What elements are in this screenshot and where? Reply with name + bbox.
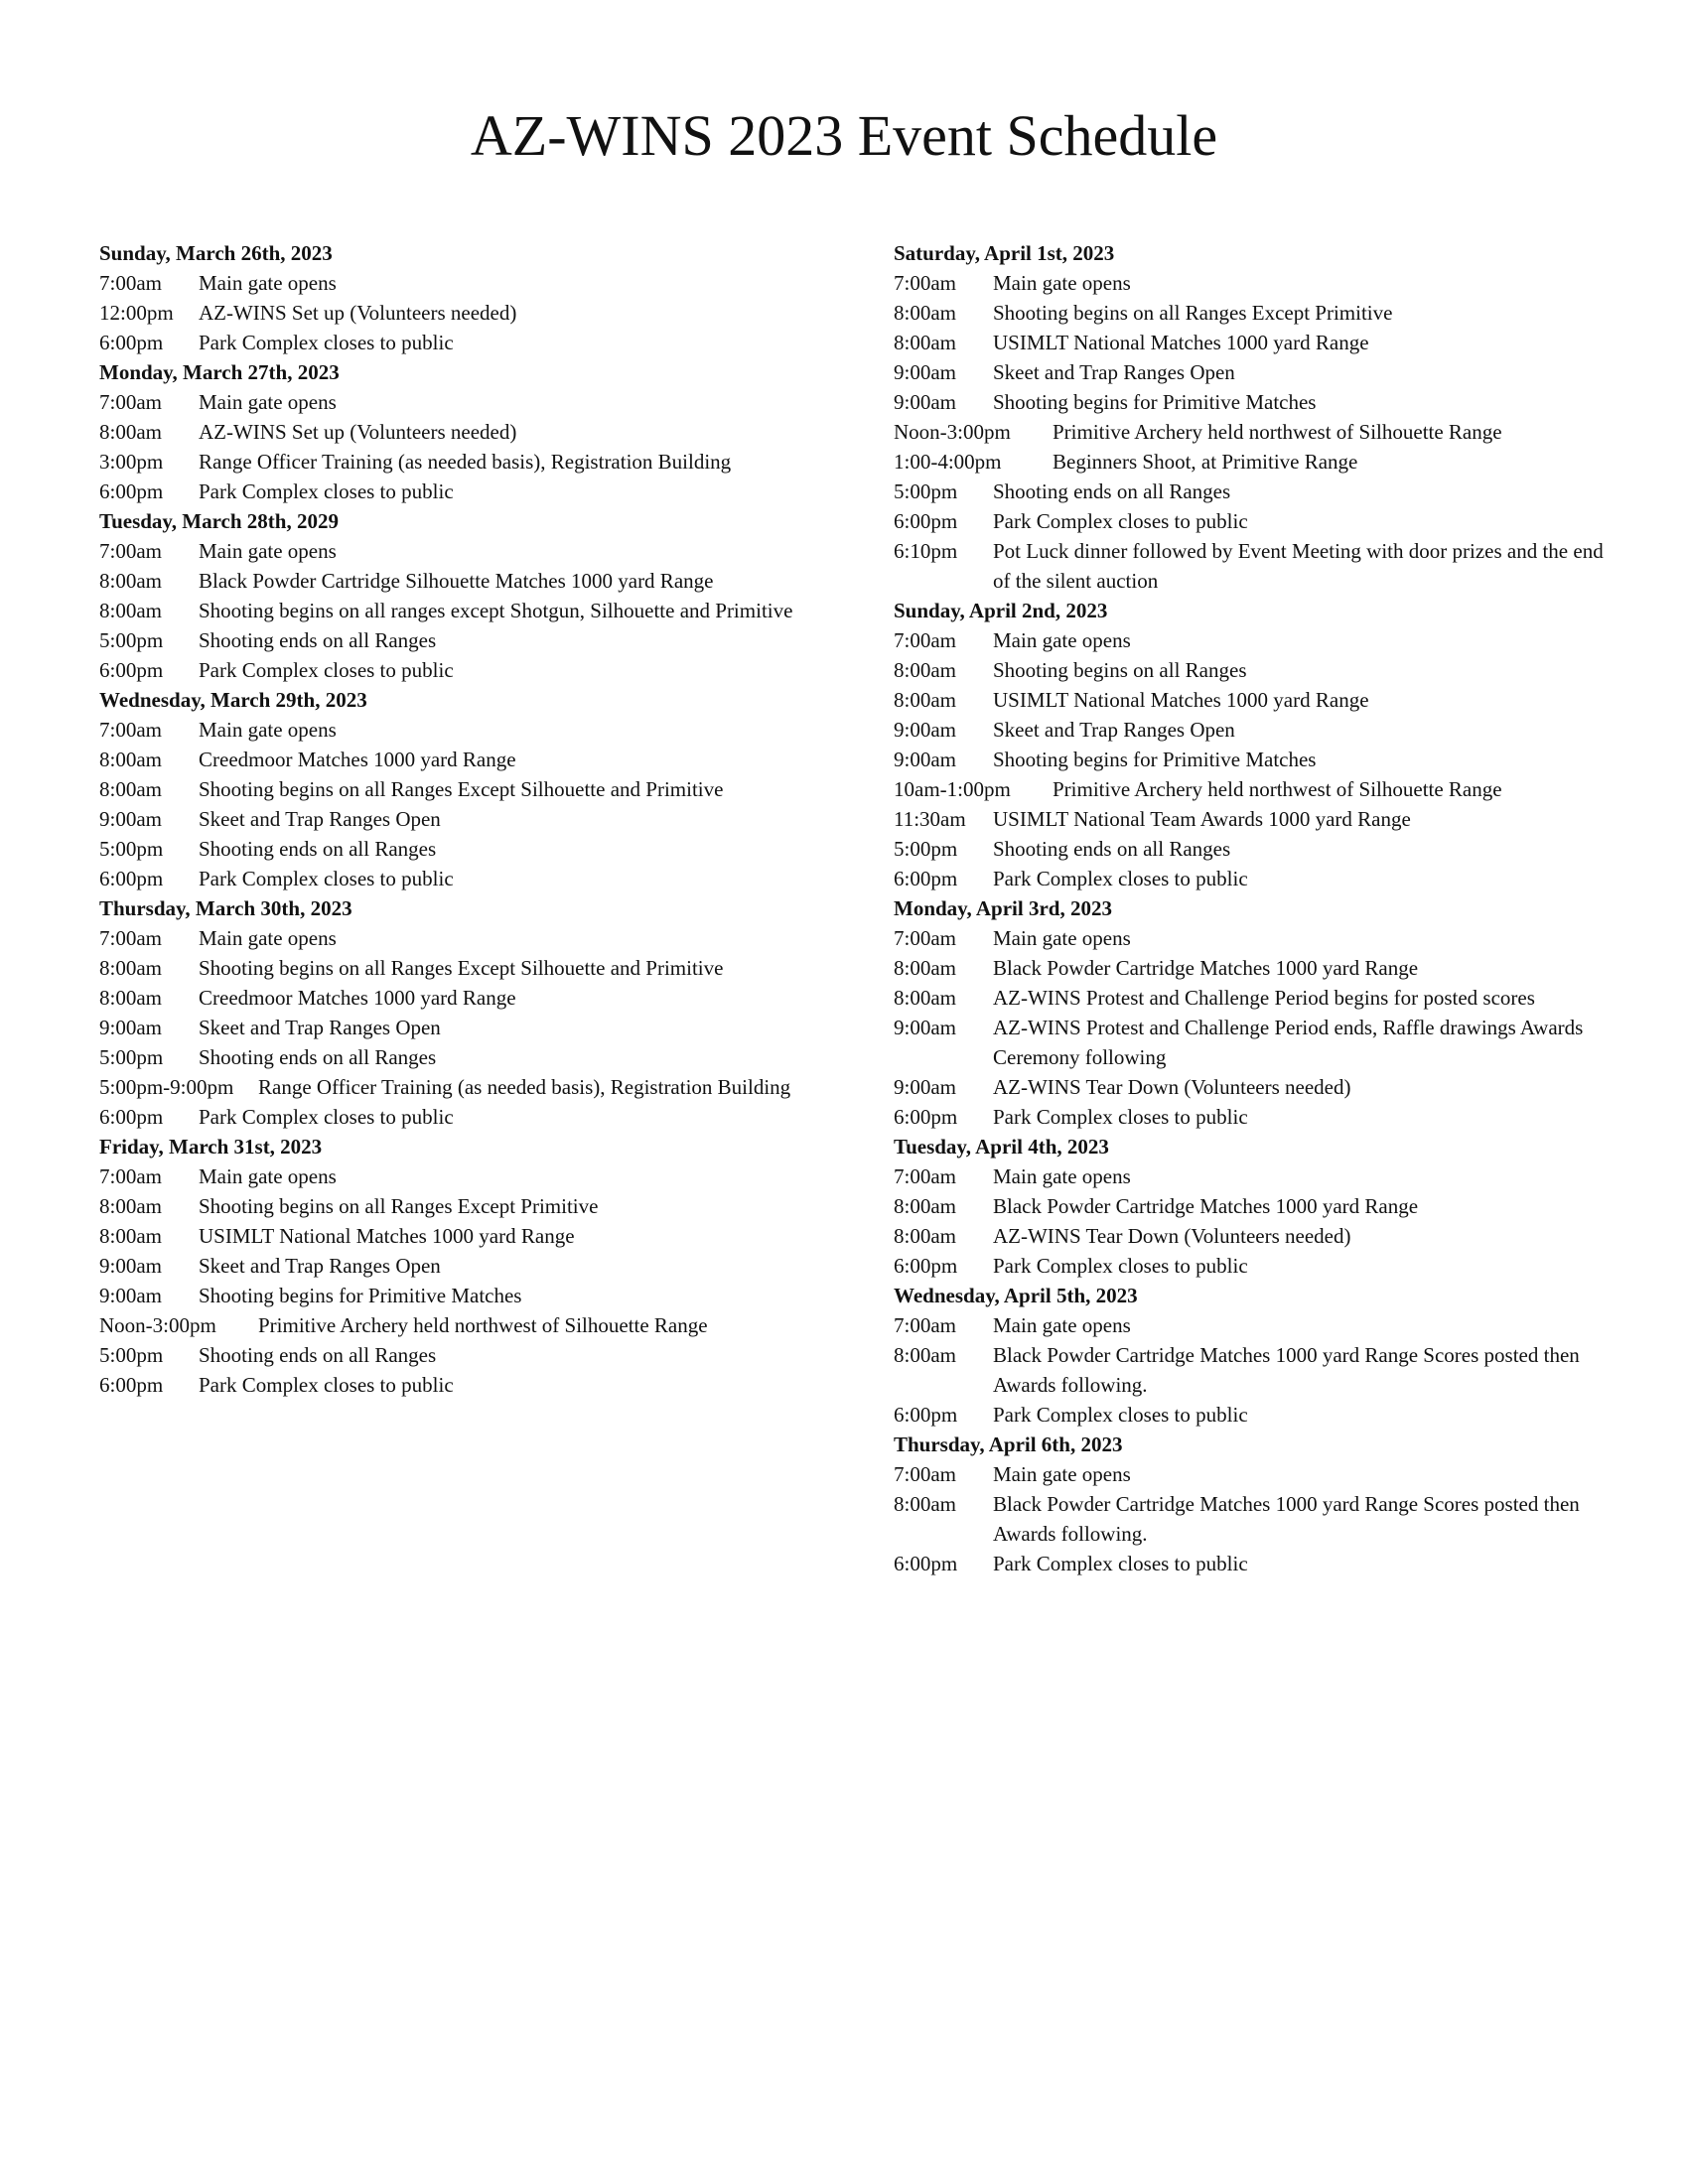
event-time: 8:00am xyxy=(99,1224,162,1248)
event-time: 5:00pm xyxy=(99,1343,164,1367)
event-time: 8:00am xyxy=(99,748,162,771)
event-time: 6:00pm xyxy=(894,509,958,533)
event-time: 5:00pm xyxy=(99,628,164,652)
event-description: Park Complex closes to public xyxy=(199,867,454,890)
event-row xyxy=(894,477,1609,506)
event-row xyxy=(99,1281,834,1310)
event-row xyxy=(894,1013,1609,1072)
event-description: Shooting ends on all Ranges xyxy=(199,1045,437,1069)
event-row xyxy=(894,1221,1609,1251)
event-time: 7:00am xyxy=(894,1462,956,1486)
event-description: Black Powder Cartridge Silhouette Matches 1000 yard Range xyxy=(199,569,714,593)
event-row xyxy=(894,774,1609,804)
event-description: Skeet and Trap Ranges Open xyxy=(993,360,1235,384)
event-row xyxy=(894,1251,1609,1281)
event-row xyxy=(894,1340,1609,1400)
event-row xyxy=(99,1310,834,1340)
event-row xyxy=(894,953,1609,983)
schedule-column-right xyxy=(894,238,1609,1578)
day-block xyxy=(894,1132,1609,1281)
event-description: AZ-WINS Tear Down (Volunteers needed) xyxy=(993,1224,1351,1248)
event-description: Park Complex closes to public xyxy=(199,1373,454,1397)
event-row xyxy=(99,477,834,506)
event-time: 8:00am xyxy=(894,331,956,354)
event-time: 8:00am xyxy=(99,986,162,1010)
event-time: 6:00pm xyxy=(99,867,164,890)
event-time: Noon-3:00pm xyxy=(99,1313,216,1337)
event-row xyxy=(99,1072,834,1102)
event-description: Main gate opens xyxy=(993,271,1131,295)
event-time: 6:00pm xyxy=(99,1105,164,1129)
event-description: Range Officer Training (as needed basis), Registration Building xyxy=(199,450,732,474)
event-row xyxy=(894,1102,1609,1132)
event-time: 8:00am xyxy=(99,956,162,980)
day-block xyxy=(99,357,834,506)
event-description: Main gate opens xyxy=(993,1164,1131,1188)
event-row xyxy=(894,745,1609,774)
event-time: 7:00am xyxy=(894,271,956,295)
event-row xyxy=(894,1161,1609,1191)
event-description: Main gate opens xyxy=(199,1164,337,1188)
day-block xyxy=(894,1281,1609,1430)
event-row xyxy=(894,983,1609,1013)
event-time: 9:00am xyxy=(894,390,956,414)
event-row xyxy=(894,1191,1609,1221)
event-row xyxy=(99,655,834,685)
event-row xyxy=(894,715,1609,745)
event-row xyxy=(894,804,1609,834)
event-time: 11:30am xyxy=(894,807,966,831)
event-row xyxy=(99,953,834,983)
day-heading: Tuesday, April 4th, 2023 xyxy=(894,1135,1109,1159)
event-time: 5:00pm-9:00pm xyxy=(99,1075,234,1099)
event-row xyxy=(99,1370,834,1400)
event-description: Primitive Archery held northwest of Silhouette Range xyxy=(1053,420,1502,444)
event-time: 7:00am xyxy=(99,1164,162,1188)
event-row xyxy=(99,1042,834,1072)
event-time: 7:00am xyxy=(99,271,162,295)
day-heading: Tuesday, March 28th, 2029 xyxy=(99,509,339,533)
event-description: USIMLT National Matches 1000 yard Range xyxy=(199,1224,575,1248)
event-time: 8:00am xyxy=(894,956,956,980)
event-row xyxy=(99,1102,834,1132)
event-row xyxy=(894,1400,1609,1430)
event-description: Main gate opens xyxy=(993,1462,1131,1486)
event-row xyxy=(894,417,1609,447)
event-row xyxy=(99,1340,834,1370)
event-time: 9:00am xyxy=(894,1016,956,1039)
event-time: 5:00pm xyxy=(894,837,958,861)
event-row xyxy=(99,328,834,357)
event-description: Shooting begins for Primitive Matches xyxy=(993,748,1317,771)
event-time: 1:00-4:00pm xyxy=(894,450,1002,474)
event-description: Shooting ends on all Ranges xyxy=(199,628,437,652)
event-row xyxy=(99,447,834,477)
event-description: Shooting ends on all Ranges xyxy=(199,1343,437,1367)
event-time: Noon-3:00pm xyxy=(894,420,1011,444)
schedule-column-left xyxy=(99,238,834,1400)
event-time: 8:00am xyxy=(894,688,956,712)
event-row xyxy=(894,923,1609,953)
event-time: 6:00pm xyxy=(99,658,164,682)
event-time: 8:00am xyxy=(894,1492,956,1516)
event-description: Black Powder Cartridge Matches 1000 yard Range xyxy=(993,1194,1419,1218)
event-row xyxy=(894,357,1609,387)
event-time: 6:00pm xyxy=(894,1254,958,1278)
event-time: 6:00pm xyxy=(894,1403,958,1427)
event-time: 7:00am xyxy=(99,539,162,563)
event-time: 8:00am xyxy=(99,420,162,444)
event-time: 7:00am xyxy=(894,1164,956,1188)
event-description: Park Complex closes to public xyxy=(199,658,454,682)
event-description: Park Complex closes to public xyxy=(993,509,1248,533)
event-description: Pot Luck dinner followed by Event Meeting with door prizes and the end of the silent auction xyxy=(993,539,1604,593)
event-description: AZ-WINS Set up (Volunteers needed) xyxy=(199,420,517,444)
event-time: 6:00pm xyxy=(894,1105,958,1129)
event-row xyxy=(99,298,834,328)
event-description: Shooting begins on all Ranges Except Primitive xyxy=(199,1194,599,1218)
event-description: Shooting begins on all Ranges Except Silhouette and Primitive xyxy=(199,777,724,801)
event-description: Shooting ends on all Ranges xyxy=(993,837,1231,861)
event-row xyxy=(894,1489,1609,1549)
event-row xyxy=(99,268,834,298)
day-block xyxy=(894,238,1609,596)
event-time: 6:00pm xyxy=(99,479,164,503)
event-description: Park Complex closes to public xyxy=(199,479,454,503)
event-row xyxy=(894,328,1609,357)
event-description: Main gate opens xyxy=(199,926,337,950)
event-time: 5:00pm xyxy=(894,479,958,503)
event-row xyxy=(894,685,1609,715)
event-row xyxy=(99,834,834,864)
event-row xyxy=(99,1251,834,1281)
event-description: Park Complex closes to public xyxy=(993,1254,1248,1278)
event-description: Park Complex closes to public xyxy=(993,867,1248,890)
event-description: Creedmoor Matches 1000 yard Range xyxy=(199,748,516,771)
day-heading: Thursday, March 30th, 2023 xyxy=(99,896,352,920)
event-time: 6:00pm xyxy=(99,1373,164,1397)
event-time: 8:00am xyxy=(894,658,956,682)
event-row xyxy=(99,774,834,804)
event-time: 8:00am xyxy=(99,777,162,801)
event-row xyxy=(99,804,834,834)
event-description: AZ-WINS Set up (Volunteers needed) xyxy=(199,301,517,325)
day-heading: Thursday, April 6th, 2023 xyxy=(894,1433,1123,1456)
event-time: 7:00am xyxy=(99,926,162,950)
day-heading: Friday, March 31st, 2023 xyxy=(99,1135,323,1159)
event-time: 7:00am xyxy=(894,1313,956,1337)
event-description: Shooting begins on all Ranges Except Silhouette and Primitive xyxy=(199,956,724,980)
event-description: Skeet and Trap Ranges Open xyxy=(199,807,441,831)
event-time: 7:00am xyxy=(894,926,956,950)
day-heading: Wednesday, March 29th, 2023 xyxy=(99,688,367,712)
event-time: 8:00am xyxy=(99,599,162,622)
event-time: 6:00pm xyxy=(894,867,958,890)
event-description: Skeet and Trap Ranges Open xyxy=(199,1254,441,1278)
day-block xyxy=(99,685,834,893)
event-row xyxy=(99,1221,834,1251)
day-heading: Sunday, April 2nd, 2023 xyxy=(894,599,1108,622)
event-description: Shooting begins on all Ranges xyxy=(993,658,1247,682)
event-description: Park Complex closes to public xyxy=(199,331,454,354)
event-time: 12:00pm xyxy=(99,301,174,325)
event-time: 8:00am xyxy=(894,1343,956,1367)
event-description: AZ-WINS Protest and Challenge Period ends, Raffle drawings Awards Ceremony following xyxy=(993,1016,1584,1069)
event-time: 8:00am xyxy=(894,1224,956,1248)
event-description: USIMLT National Team Awards 1000 yard Range xyxy=(993,807,1411,831)
event-description: Black Powder Cartridge Matches 1000 yard Range Scores posted then Awards following. xyxy=(993,1492,1580,1546)
event-time: 5:00pm xyxy=(99,1045,164,1069)
event-description: Skeet and Trap Ranges Open xyxy=(993,718,1235,742)
event-row xyxy=(99,387,834,417)
event-time: 7:00am xyxy=(99,718,162,742)
day-block xyxy=(99,893,834,1132)
event-row xyxy=(99,1013,834,1042)
event-row xyxy=(894,1549,1609,1578)
event-row xyxy=(99,745,834,774)
event-time: 9:00am xyxy=(99,1284,162,1307)
event-description: USIMLT National Matches 1000 yard Range xyxy=(993,688,1369,712)
event-row xyxy=(99,715,834,745)
event-time: 9:00am xyxy=(894,360,956,384)
event-description: Shooting begins for Primitive Matches xyxy=(199,1284,522,1307)
event-description: Main gate opens xyxy=(199,390,337,414)
day-block xyxy=(99,238,834,357)
event-description: Primitive Archery held northwest of Silhouette Range xyxy=(258,1313,708,1337)
day-heading: Sunday, March 26th, 2023 xyxy=(99,241,333,265)
event-time: 3:00pm xyxy=(99,450,164,474)
event-row xyxy=(99,625,834,655)
event-description: Shooting ends on all Ranges xyxy=(199,837,437,861)
event-row xyxy=(99,864,834,893)
event-row xyxy=(894,447,1609,477)
event-description: Park Complex closes to public xyxy=(993,1552,1248,1575)
event-time: 8:00am xyxy=(894,986,956,1010)
event-description: Main gate opens xyxy=(993,628,1131,652)
event-time: 9:00am xyxy=(894,718,956,742)
event-description: Primitive Archery held northwest of Silhouette Range xyxy=(1053,777,1502,801)
event-time: 6:00pm xyxy=(894,1552,958,1575)
day-heading: Wednesday, April 5th, 2023 xyxy=(894,1284,1138,1307)
event-row xyxy=(99,417,834,447)
event-row xyxy=(99,536,834,566)
event-time: 8:00am xyxy=(894,1194,956,1218)
event-row xyxy=(99,983,834,1013)
event-time: 9:00am xyxy=(894,748,956,771)
event-row xyxy=(894,506,1609,536)
event-row xyxy=(894,298,1609,328)
event-description: Park Complex closes to public xyxy=(993,1403,1248,1427)
event-time: 7:00am xyxy=(894,628,956,652)
day-block xyxy=(894,596,1609,893)
event-description: Main gate opens xyxy=(993,926,1131,950)
day-heading: Monday, April 3rd, 2023 xyxy=(894,896,1112,920)
event-time: 9:00am xyxy=(99,807,162,831)
event-description: Beginners Shoot, at Primitive Range xyxy=(1053,450,1358,474)
event-description: Main gate opens xyxy=(199,539,337,563)
event-time: 9:00am xyxy=(99,1016,162,1039)
event-row xyxy=(894,1310,1609,1340)
event-row xyxy=(894,536,1609,596)
event-description: Main gate opens xyxy=(199,718,337,742)
event-time: 9:00am xyxy=(894,1075,956,1099)
event-description: Shooting begins for Primitive Matches xyxy=(993,390,1317,414)
event-row xyxy=(99,566,834,596)
event-row xyxy=(894,864,1609,893)
event-row xyxy=(894,1459,1609,1489)
day-block xyxy=(894,1430,1609,1578)
event-time: 6:10pm xyxy=(894,539,958,563)
day-block xyxy=(99,506,834,685)
event-row xyxy=(894,387,1609,417)
day-heading: Monday, March 27th, 2023 xyxy=(99,360,340,384)
event-description: Shooting begins on all ranges except Shotgun, Silhouette and Primitive xyxy=(199,599,793,622)
event-description: Shooting ends on all Ranges xyxy=(993,479,1231,503)
event-row xyxy=(894,268,1609,298)
event-row xyxy=(99,1161,834,1191)
event-description: Park Complex closes to public xyxy=(993,1105,1248,1129)
event-description: Main gate opens xyxy=(993,1313,1131,1337)
event-description: Range Officer Training (as needed basis), Registration Building xyxy=(258,1075,791,1099)
event-time: 7:00am xyxy=(99,390,162,414)
day-heading: Saturday, April 1st, 2023 xyxy=(894,241,1115,265)
day-block xyxy=(99,1132,834,1400)
event-row xyxy=(894,655,1609,685)
event-time: 8:00am xyxy=(99,1194,162,1218)
event-row xyxy=(99,1191,834,1221)
event-time: 9:00am xyxy=(99,1254,162,1278)
event-row xyxy=(99,596,834,625)
event-description: Black Powder Cartridge Matches 1000 yard Range Scores posted then Awards following. xyxy=(993,1343,1580,1397)
page-title: AZ-WINS 2023 Event Schedule xyxy=(470,103,1218,168)
event-time: 8:00am xyxy=(894,301,956,325)
event-time: 10am-1:00pm xyxy=(894,777,1011,801)
event-description: Skeet and Trap Ranges Open xyxy=(199,1016,441,1039)
event-description: Park Complex closes to public xyxy=(199,1105,454,1129)
event-description: Creedmoor Matches 1000 yard Range xyxy=(199,986,516,1010)
event-row xyxy=(894,1072,1609,1102)
event-time: 8:00am xyxy=(99,569,162,593)
day-block xyxy=(894,893,1609,1132)
event-description: Main gate opens xyxy=(199,271,337,295)
event-row xyxy=(894,625,1609,655)
event-row xyxy=(894,834,1609,864)
event-description: Black Powder Cartridge Matches 1000 yard Range xyxy=(993,956,1419,980)
event-time: 5:00pm xyxy=(99,837,164,861)
event-description: AZ-WINS Protest and Challenge Period begins for posted scores xyxy=(993,986,1535,1010)
event-description: AZ-WINS Tear Down (Volunteers needed) xyxy=(993,1075,1351,1099)
event-description: Shooting begins on all Ranges Except Primitive xyxy=(993,301,1393,325)
event-time: 6:00pm xyxy=(99,331,164,354)
event-description: USIMLT National Matches 1000 yard Range xyxy=(993,331,1369,354)
event-row xyxy=(99,923,834,953)
